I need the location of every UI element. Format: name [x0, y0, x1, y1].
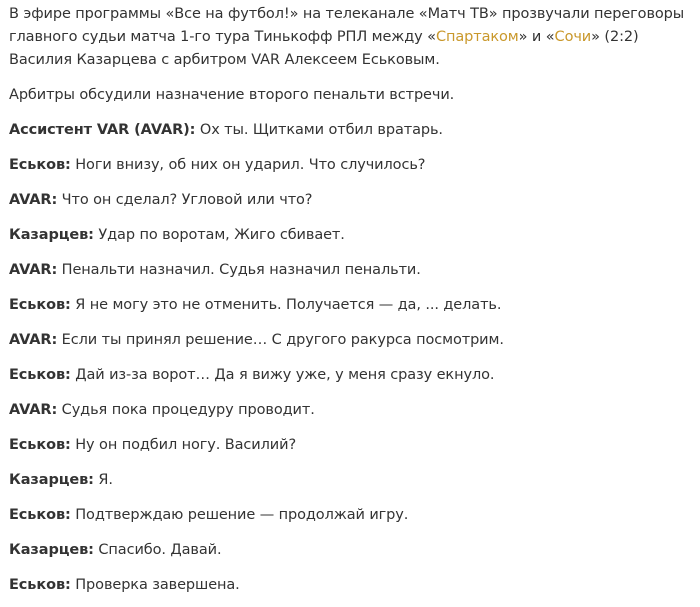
dialogue-line [9, 399, 686, 422]
speaker-name: AVAR: [9, 262, 58, 278]
speech-text: Проверка завершена. [70, 577, 240, 593]
speaker-name: Казарцев: [9, 472, 94, 488]
speaker-name: AVAR: [9, 402, 58, 418]
speaker-name: Еськов: [9, 577, 71, 593]
dialogue-line [9, 539, 686, 562]
dialogue-line [9, 364, 686, 387]
dialogue-line [9, 329, 686, 352]
speech-text: Что он сделал? Угловой или что? [57, 192, 313, 208]
speech-text: Я не могу это не отменить. Получается — да, ... делать. [70, 297, 502, 313]
intro-text-2: » и « [518, 29, 555, 45]
speech-text: Ноги внизу, об них он ударил. Что случилось? [70, 157, 426, 173]
dialogue-line [9, 154, 686, 177]
speech-text: Спасибо. Давай. [93, 542, 222, 558]
speech-text: Удар по воротам, Жиго сбивает. [93, 227, 345, 243]
speech-text: Ну он подбил ногу. Василий? [70, 437, 297, 453]
intro-text-3: » (2:2) Василия Казарцева с арбитром VAR Алексеем Еськовым. [9, 29, 639, 68]
speaker-name: Еськов: [9, 297, 71, 313]
speech-text: Я. [93, 472, 113, 488]
dialogue-line [9, 434, 686, 457]
lead-paragraph: Арбитры обсудили назначение второго пенальти встречи. [9, 87, 455, 103]
speech-text: Пенальти назначил. Судья назначил пенальти. [57, 262, 421, 278]
speech-text: Судья пока процедуру проводит. [57, 402, 315, 418]
intro-text-1: В эфире программы «Все на футбол!» на телеканале «Матч ТВ» прозвучали переговоры главного судьи матча 1-го тура Тинькофф РПЛ между « [9, 6, 685, 45]
dialogue-line [9, 469, 686, 492]
dialogue-line [9, 189, 686, 212]
speaker-name: Еськов: [9, 437, 71, 453]
speaker-name: Еськов: [9, 367, 71, 383]
speech-text: Ох ты. Щитками отбил вратарь. [195, 122, 443, 138]
link-spartak[interactable]: Спартаком [435, 29, 519, 45]
speaker-name: Ассистент VAR (AVAR): [9, 122, 196, 138]
dialogue-line [9, 504, 686, 527]
dialogue-list [9, 119, 686, 597]
dialogue-line [9, 294, 686, 317]
speech-text: Если ты принял решение… С другого ракурса посмотрим. [57, 332, 504, 348]
speaker-name: Еськов: [9, 507, 71, 523]
dialogue-line [9, 119, 686, 142]
dialogue-line [9, 259, 686, 282]
dialogue-line [9, 574, 686, 597]
speaker-name: AVAR: [9, 332, 58, 348]
speech-text: Дай из-за ворот… Да я вижу уже, у меня сразу екнуло. [70, 367, 495, 383]
speech-text: Подтверждаю решение — продолжай игру. [70, 507, 409, 523]
speaker-name: AVAR: [9, 192, 58, 208]
speaker-name: Еськов: [9, 157, 71, 173]
link-sochi[interactable]: Сочи [554, 29, 592, 45]
speaker-name: Казарцев: [9, 227, 94, 243]
dialogue-line [9, 224, 686, 247]
intro-paragraph [9, 3, 686, 72]
speaker-name: Казарцев: [9, 542, 94, 558]
